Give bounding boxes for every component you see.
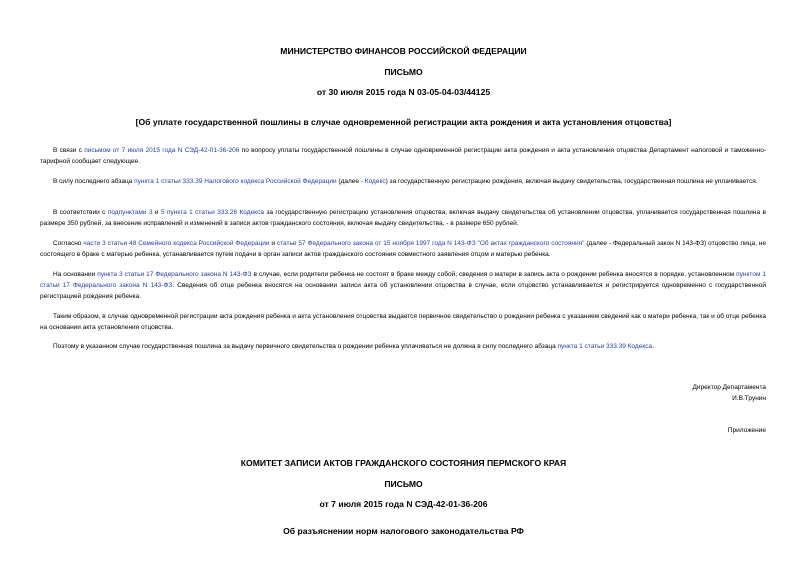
text-segment: В связи с — [53, 147, 85, 154]
text-segment: В соответствии с — [53, 209, 108, 216]
text-segment: в случае, если родители ребенка не состоят в браке между собой, сведения о матери в запись акта о рождении ребенка вносятся в порядке, установленном — [251, 271, 737, 278]
paragraph-6 — [40, 311, 766, 333]
appendix-committee: КОМИТЕТ ЗАПИСИ АКТОВ ГРАЖДАНСКОГО СОСТОЯНИЯ ПЕРМСКОГО КРАЯ — [240, 458, 567, 468]
text-segment: (далее - Федеральный закон N 143-ФЗ) отцовство лица, не состоящего в браке с матерью ребенка, устанавливается путем подачи в орган записи актов гражданского состояния совместного заявления отцом и матерью ребенка. — [40, 240, 766, 258]
text-segment: (далее - — [336, 178, 365, 185]
appendix-doc-type: ПИСЬМО — [384, 479, 423, 489]
signature-name: И.В.Трунин — [732, 395, 766, 402]
signature-position: Директор Департамента — [692, 384, 766, 391]
federal-law-link[interactable]: статье 57 Федерального закона от 15 ноября 1997 года N 143-ФЗ "Об актах гражданского состояния" — [276, 240, 585, 247]
text-segment: ) за государственную регистрацию рождения, включая выдачу свидетельства, государственная пошлина не уплачивается. — [385, 178, 758, 185]
paragraph-4 — [40, 238, 766, 260]
family-code-link[interactable]: части 3 статьи 48 Семейного кодекса Российской Федерации — [83, 240, 270, 247]
tax-code-link[interactable]: пункта 1 статьи 333.39 Налогового кодекса Российской Федерации — [134, 178, 337, 185]
law-point-3-link[interactable]: пункта 3 статьи 17 Федерального закона N 143-ФЗ — [97, 271, 252, 278]
text-segment: Поэтому в указанном случае государственная пошлина за выдачу первичного свидетельства о рождении ребенка уплачиваться не должна в силу последнего абзаца — [53, 343, 558, 350]
paragraph-3 — [40, 207, 766, 229]
paragraph-7 — [40, 341, 766, 352]
text-segment: Таким образом, в случае одновременной регистрации акта рождения ребенка и акта установления отцовства выдается первичное свидетельство о рождении ребенка с указанием сведений как о матери ребенка, так и об отце ребенка на основании акта установления отцовства. — [40, 313, 766, 331]
ministry-heading: МИНИСТЕРСТВО ФИНАНСОВ РОССИЙСКОЙ ФЕДЕРАЦИИ — [280, 46, 527, 56]
subpoint-3-link[interactable]: подпунктами 3 — [107, 209, 153, 216]
code-link[interactable]: Кодекс — [364, 178, 386, 185]
text-segment: и — [269, 240, 277, 247]
article-333-26-link[interactable]: 5 пункта 1 статьи 333.26 Кодекса — [160, 209, 264, 216]
letter-link[interactable]: письмом от 7 июля 2015 года N СЭД-42-01-36-206 — [84, 147, 240, 154]
law-point-1-link[interactable]: пунктом 1 статьи 17 Федерального закона N 143-ФЗ — [40, 271, 767, 289]
text-segment: На основании — [53, 271, 98, 278]
appendix-subject: Об разъяснении норм налогового законодательства РФ — [283, 526, 524, 536]
appendix-label: Приложение — [727, 427, 766, 434]
paragraph-2 — [40, 176, 766, 187]
text-segment: . — [652, 343, 654, 350]
text-segment: В силу последнего абзаца — [53, 178, 135, 185]
doc-type-heading: ПИСЬМО — [384, 67, 423, 77]
text-segment: и — [152, 209, 161, 216]
text-segment: Согласно — [53, 240, 84, 247]
paragraph-1 — [40, 145, 766, 167]
paragraph-5 — [40, 269, 766, 302]
doc-date-number: от 30 июля 2015 года N 03-05-04-03/44125 — [316, 87, 491, 97]
text-segment: по вопросу уплаты государственной пошлины в случае одновременной регистрации акта рождения и акта установления отцовства Департамент налоговой и таможенно-тарифной сообщает следующее. — [40, 147, 767, 165]
text-segment: . Сведения об отце ребенка вносятся на основании записи акта об установлении отцовства в случае, если отцовство устанавливается и регистрируется одновременно с государственной регистрацией рождения ребенка. — [40, 282, 767, 300]
doc-subject: [Об уплате государственной пошлины в случае одновременной регистрации акта рождения и акта установления отцовства] — [135, 117, 672, 127]
appendix-date-number: от 7 июля 2015 года N СЭД-42-01-36-206 — [319, 499, 488, 509]
article-333-39-link[interactable]: пункта 1 статьи 333.39 Кодекса — [557, 343, 653, 350]
text-segment: за государственную регистрацию установления отцовства, включая выдачу свидетельства об установлении отцовства, уплачивается государственная пошлина в размере 350 рублей, за внесение исправлений и изменений в записи актов гражданского состояния, включая выдачу свидетельства, - в размере 650 рублей. — [40, 209, 766, 227]
